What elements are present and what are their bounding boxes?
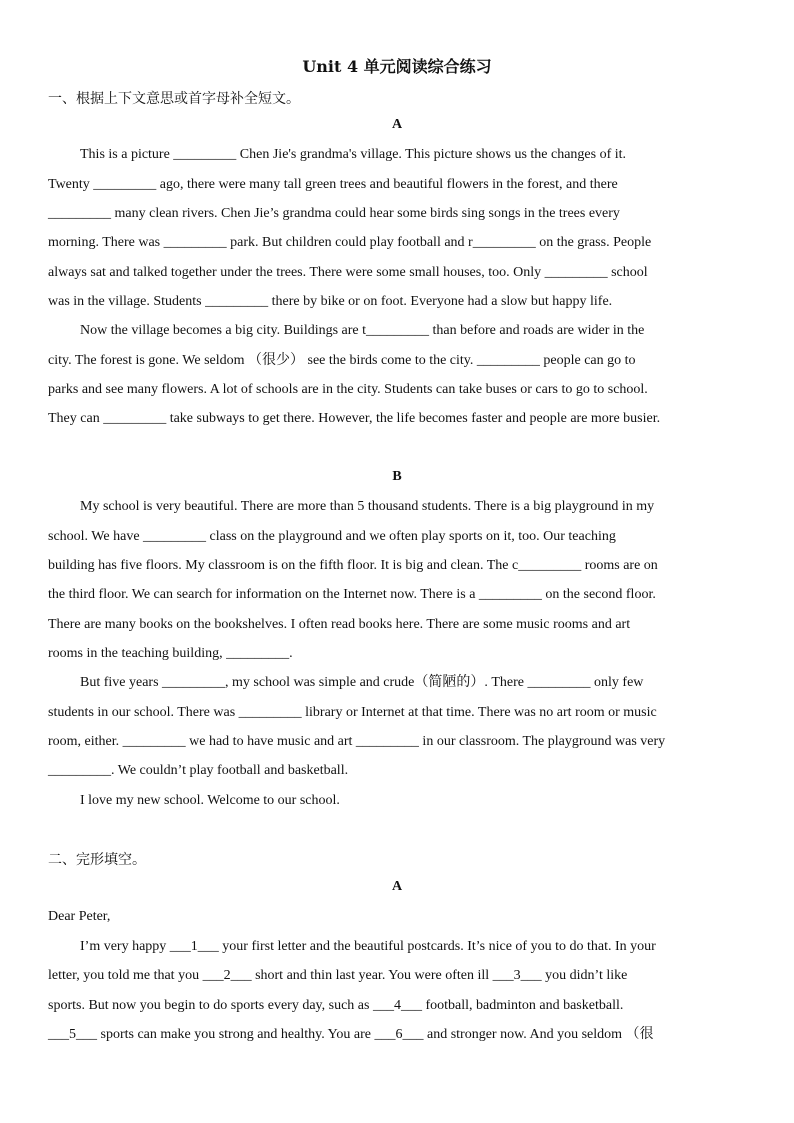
passage-a-line: morning. There was _________ park. But children could play football and r_________ on the grass. People — [48, 235, 652, 250]
cloze-a-line: ___5___ sports can make you strong and healthy. You are ___6___ and stronger now. And you seldom （很 — [48, 1027, 654, 1042]
passage-b-line: building has five floors. My classroom is on the fifth floor. It is big and clean. The c_________ rooms are on — [48, 558, 658, 573]
passage-a-line: _________ many clean rivers. Chen Jie’s grandma could hear some birds sing songs in the trees every — [48, 206, 620, 221]
page-title: Unit 4 单元阅读综合练习 — [302, 57, 492, 76]
passage-b-line: room, either. _________ we had to have music and art _________ in our classroom. The playground was very — [48, 734, 666, 749]
passage-b-line: There are many books on the bookshelves. I often read books here. There are some music rooms and art — [48, 617, 631, 632]
passage-b-line: _________. We couldn’t play football and basketball. — [48, 763, 349, 778]
passage-b-line: But five years _________, my school was simple and crude（简陋的）. There _________ only few — [80, 675, 644, 690]
section1-heading: 一、根据上下文意思或首字母补全短文。 — [48, 91, 300, 107]
passage-b-line: the third floor. We can search for information on the Internet now. There is a _________ on the second floor. — [48, 587, 656, 602]
passage-b-line: students in our school. There was _________ library or Internet at that time. There was no art room or music — [48, 705, 657, 720]
passage-b-line: I love my new school. Welcome to our school. — [80, 793, 340, 808]
passage-b-line: rooms in the teaching building, _________. — [48, 646, 293, 661]
section2-heading: 二、完形填空。 — [48, 852, 146, 868]
passage-a-line: was in the village. Students _________ there by bike or on foot. Everyone had a slow but happy life. — [48, 294, 613, 309]
cloze-a-line: sports. But now you begin to do sports every day, such as ___4___ football, badminton and basketball. — [48, 998, 624, 1013]
passage-a-label: A — [391, 117, 403, 132]
cloze-a-line: I’m very happy ___1___ your first letter and the beautiful postcards. It’s nice of you to do that. In your — [80, 939, 656, 954]
passage-a-line: parks and see many flowers. A lot of schools are in the city. Students can take buses or cars to go to school. — [48, 382, 648, 397]
passage-a-line: Twenty _________ ago, there were many tall green trees and beautiful flowers in the forest, and there — [48, 177, 618, 192]
passage-b-label: B — [392, 469, 402, 484]
passage-b-line: My school is very beautiful. There are more than 5 thousand students. There is a big playground in my — [80, 499, 655, 514]
cloze-a-line: Dear Peter, — [48, 909, 111, 924]
passage-a-line: always sat and talked together under the trees. There were some small houses, too. Only _________ school — [48, 265, 648, 280]
passage-a-line: city. The forest is gone. We seldom （很少） see the birds come to the city. _________ people can go to — [48, 353, 636, 368]
cloze-a-label: A — [391, 879, 403, 894]
passage-b-line: school. We have _________ class on the playground and we often play sports on it, too. Our teaching — [48, 529, 616, 544]
passage-a-line: This is a picture _________ Chen Jie's grandma's village. This picture shows us the changes of it. — [80, 147, 627, 162]
passage-a-line: They can _________ take subways to get there. However, the life becomes faster and people are more busier. — [48, 411, 661, 426]
passage-a-line: Now the village becomes a big city. Buildings are t_________ than before and roads are wider in the — [80, 323, 645, 338]
cloze-a-line: letter, you told me that you ___2___ short and thin last year. You were often ill ___3___ you didn’t like — [48, 968, 628, 983]
